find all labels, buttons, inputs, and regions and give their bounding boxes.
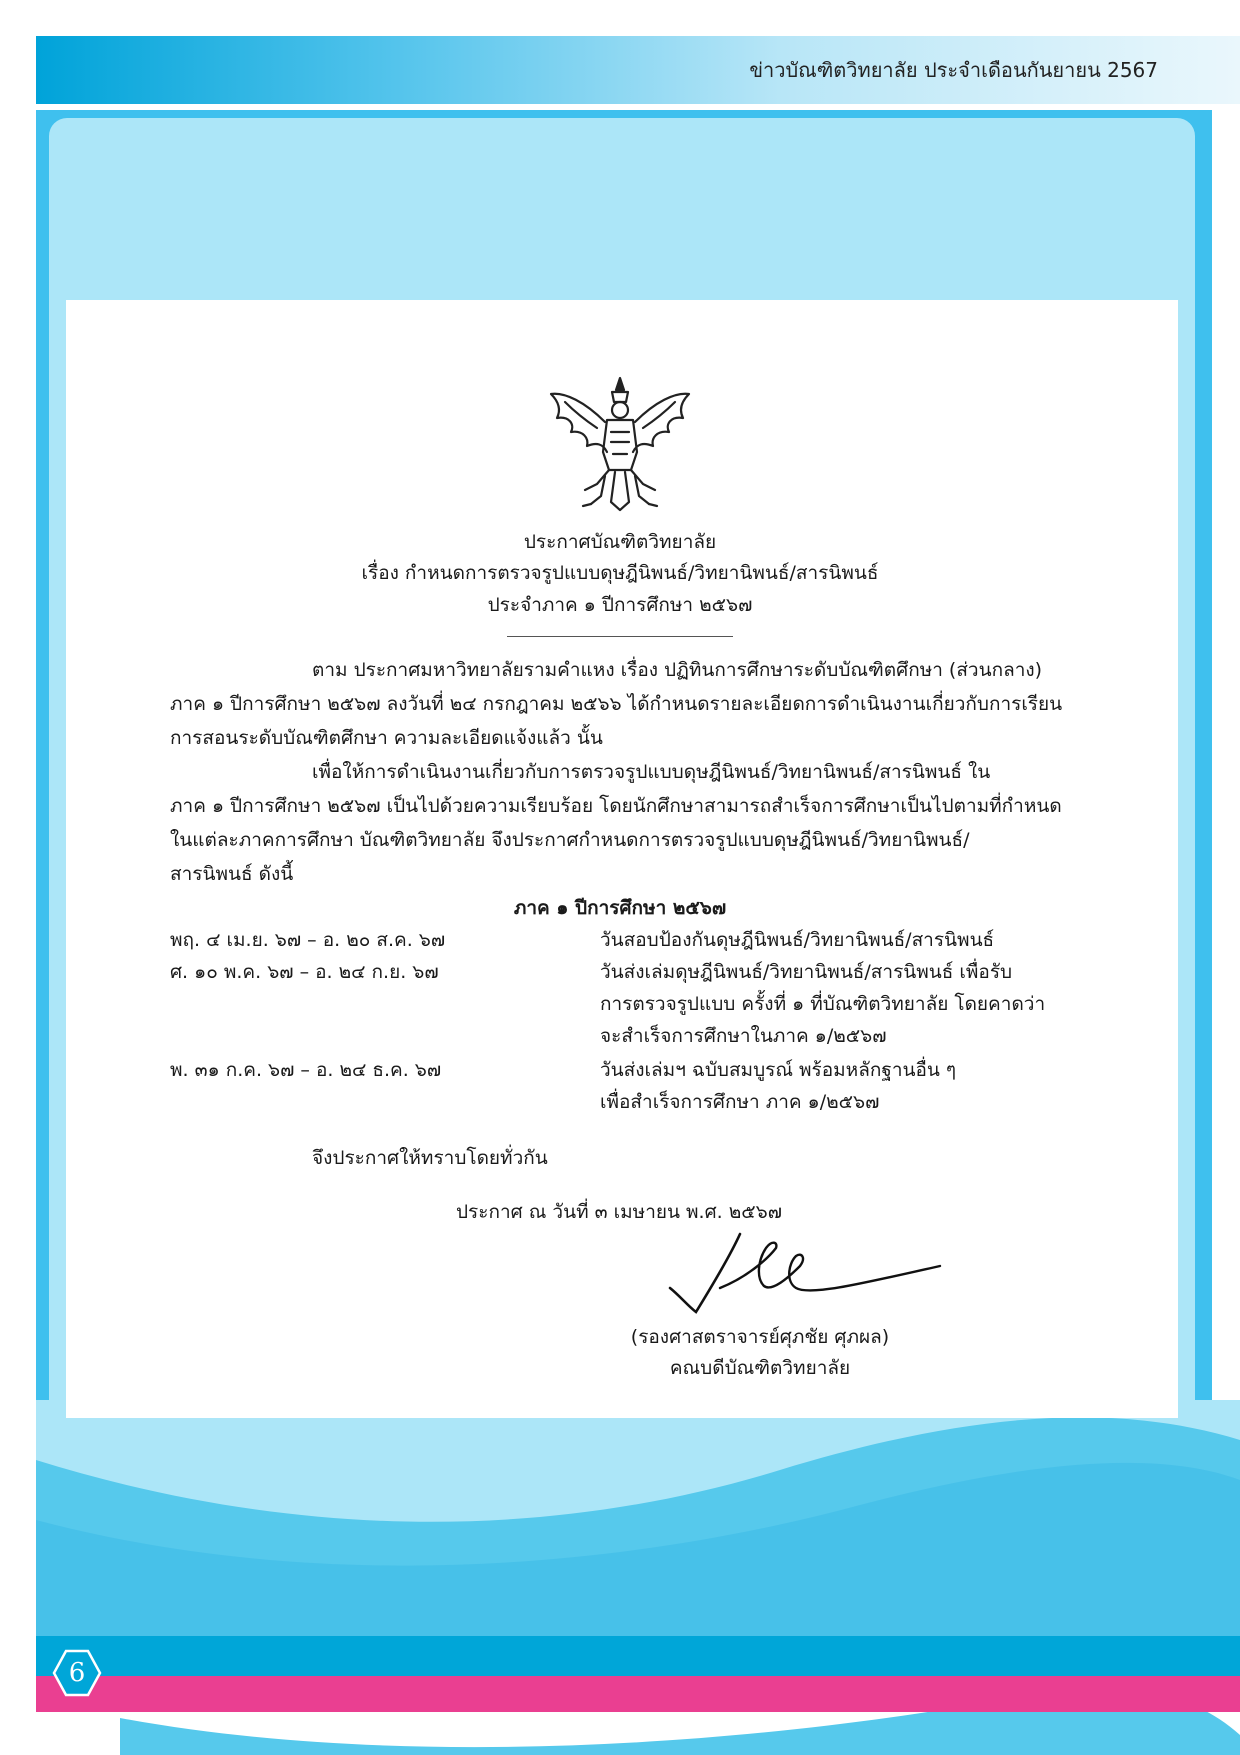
paragraph2-line3: ในแต่ละภาคการศึกษา บัณฑิตวิทยาลัย จึงประกาศกำหนดการตรวจรูปแบบดุษฎีนิพนธ์/วิทยานิพนธ์/	[170, 829, 970, 851]
closing-statement: จึงประกาศให้ทราบโดยทั่วกัน	[312, 1147, 548, 1169]
announcement-date: ประกาศ ณ วันที่ ๓ เมษายน พ.ศ. ๒๕๖๗	[456, 1201, 782, 1223]
signer-name: (รองศาสตราจารย์ศุภชัย ศุภผล)	[630, 1326, 890, 1348]
title-divider	[507, 636, 733, 637]
schedule-desc-3-line2: เพื่อสำเร็จการศึกษา ภาค ๑/๒๕๖๗	[600, 1091, 880, 1113]
announcement-subject: เรื่อง กำหนดการตรวจรูปแบบดุษฎีนิพนธ์/วิทยานิพนธ์/สารนิพนธ์	[361, 562, 879, 584]
page-number: 6	[68, 1658, 86, 1688]
schedule-date-1: พฤ. ๔ เม.ย. ๖๗ – อ. ๒๐ ส.ค. ๖๗	[170, 929, 446, 951]
schedule-desc-3-line1: วันส่งเล่มฯ ฉบับสมบูรณ์ พร้อมหลักฐานอื่น ๆ	[600, 1059, 957, 1081]
signer-title: คณบดีบัณฑิตวิทยาลัย	[669, 1357, 851, 1379]
paragraph2-line1: เพื่อให้การดำเนินงานเกี่ยวกับการตรวจรูปแบบดุษฎีนิพนธ์/วิทยานิพนธ์/สารนิพนธ์ ใน	[312, 761, 991, 783]
announcement-issuer: ประกาศบัณฑิตวิทยาลัย	[523, 531, 717, 553]
schedule-date-3: พ. ๓๑ ก.ค. ๖๗ – อ. ๒๔ ธ.ค. ๖๗	[170, 1059, 442, 1081]
schedule-desc-2-line3: จะสำเร็จการศึกษาในภาค ๑/๒๕๖๗	[600, 1025, 887, 1047]
footer-band-blue	[36, 1636, 1240, 1676]
newsletter-title: ข่าวบัณฑิตวิทยาลัย ประจำเดือนกันยายน 2567	[749, 58, 1158, 82]
garuda-emblem-icon	[545, 372, 695, 514]
signature-image	[660, 1226, 950, 1318]
schedule-desc-2-line1: วันส่งเล่มดุษฎีนิพนธ์/วิทยานิพนธ์/สารนิพนธ์ เพื่อรับ	[600, 961, 1013, 983]
schedule-date-2: ศ. ๑๐ พ.ค. ๖๗ – อ. ๒๔ ก.ย. ๖๗	[170, 961, 439, 983]
paragraph2-line4: สารนิพนธ์ ดังนี้	[170, 863, 294, 885]
footer-band-pink	[36, 1676, 1240, 1712]
paragraph2-line2: ภาค ๑ ปีการศึกษา ๒๕๖๗ เป็นไปด้วยความเรียบร้อย โดยนักศึกษาสามารถสำเร็จการศึกษาเป็นไปตามที่กำหนด	[170, 795, 1062, 817]
announcement-term: ประจำภาค ๑ ปีการศึกษา ๒๕๖๗	[487, 594, 753, 616]
paragraph1-line2: ภาค ๑ ปีการศึกษา ๒๕๖๗ ลงวันที่ ๒๔ กรกฎาคม ๒๕๖๖ ได้กำหนดรายละเอียดการดำเนินงานเกี่ยวกับการเรียน	[170, 693, 1063, 715]
paragraph1-line3: การสอนระดับบัณฑิตศึกษา ความละเอียดแจ้งแล้ว นั้น	[170, 727, 603, 749]
schedule-heading: ภาค ๑ ปีการศึกษา ๒๕๖๗	[513, 897, 727, 919]
paragraph1-line1: ตาม ประกาศมหาวิทยาลัยรามคำแหง เรื่อง ปฏิทินการศึกษาระดับบัณฑิตศึกษา (ส่วนกลาง)	[312, 659, 1043, 681]
schedule-desc-2-line2: การตรวจรูปแบบ ครั้งที่ ๑ ที่บัณฑิตวิทยาลัย โดยคาดว่า	[600, 993, 1046, 1015]
schedule-desc-1: วันสอบป้องกันดุษฎีนิพนธ์/วิทยานิพนธ์/สารนิพนธ์	[600, 929, 995, 951]
